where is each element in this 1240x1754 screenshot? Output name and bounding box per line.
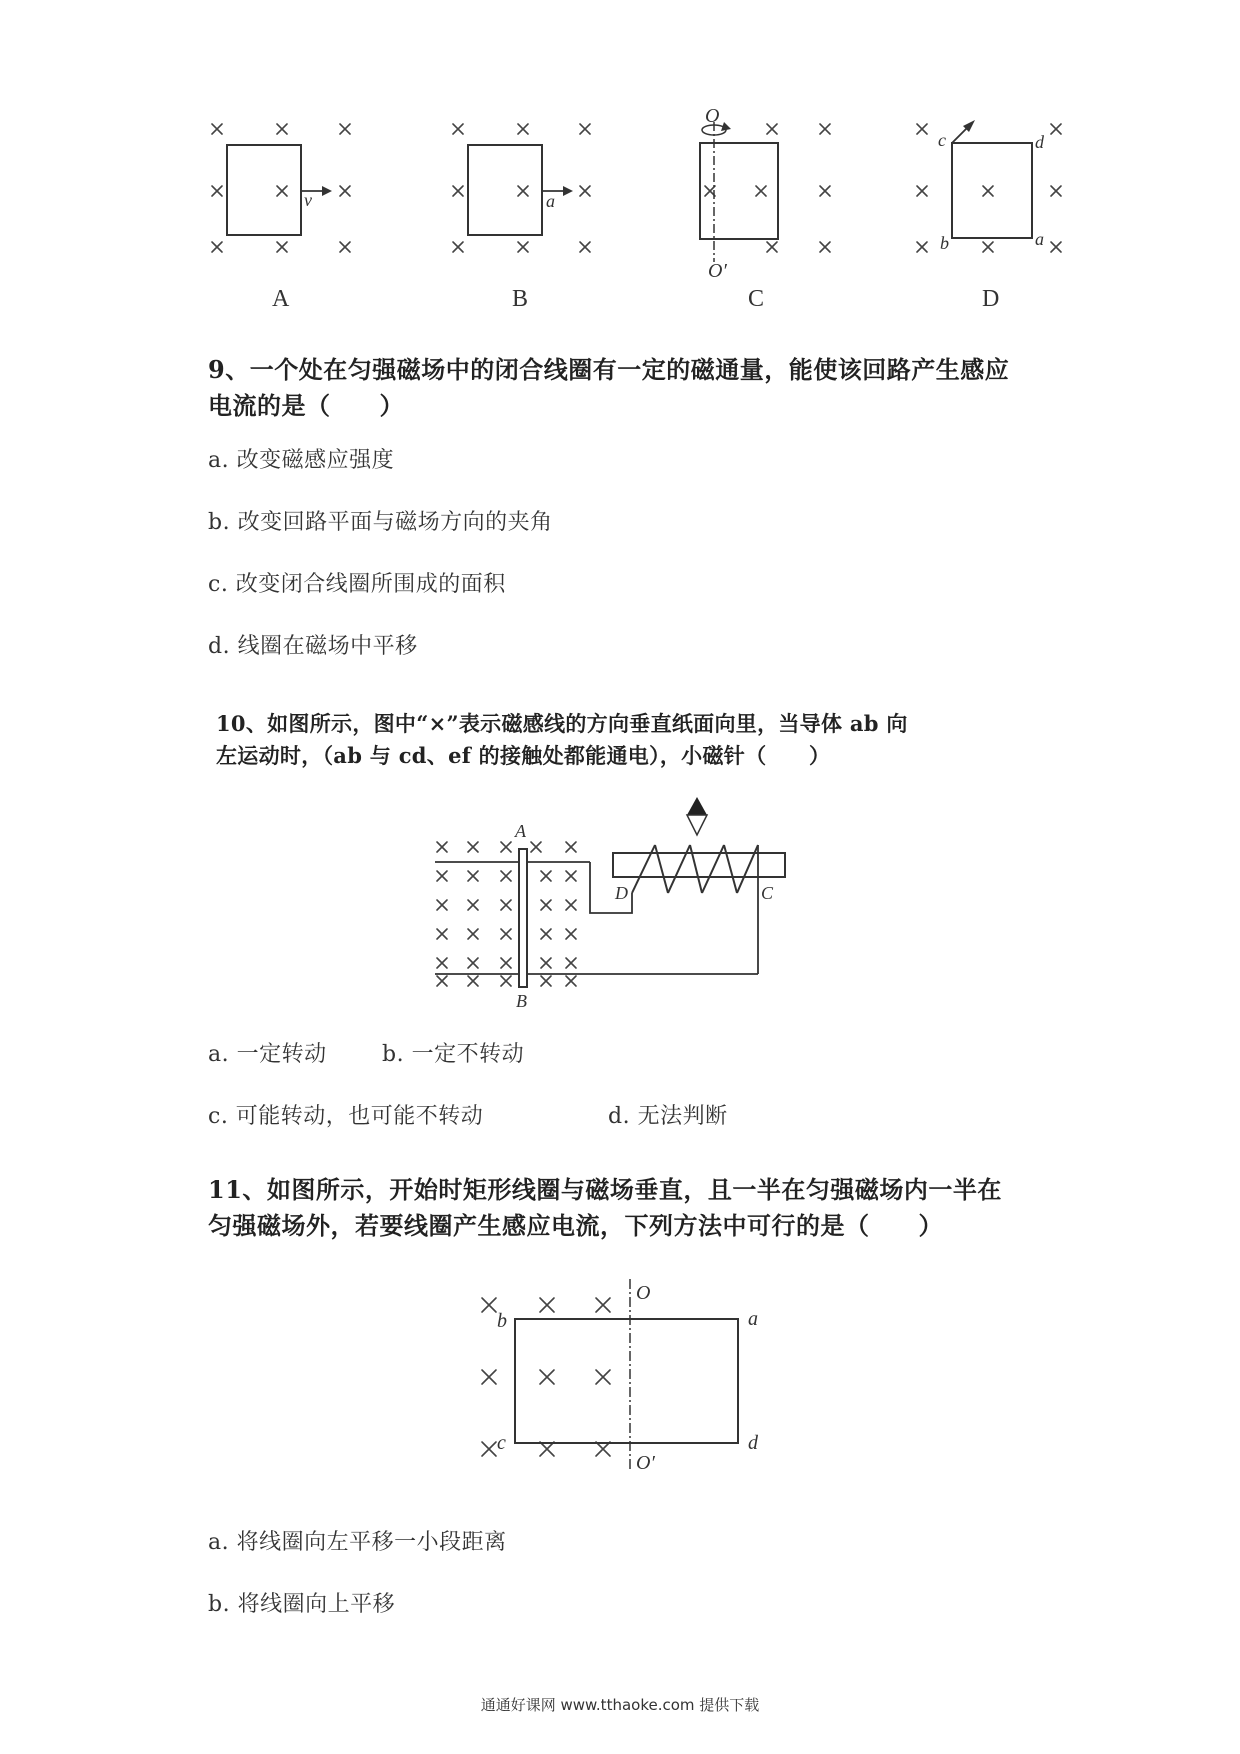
- panel-c: [700, 105, 830, 312]
- panel-a: [212, 124, 350, 312]
- panel-d: [917, 120, 1061, 312]
- panel-c-label: C: [748, 286, 765, 312]
- q11-figure: [0, 1275, 1240, 1475]
- q9-option-a[interactable]: a. 改变磁感应强度: [208, 448, 395, 473]
- panel-a-label: A: [272, 286, 290, 312]
- q11-label-d: d: [748, 1432, 758, 1454]
- q11-stem: [208, 1172, 1108, 1244]
- q10-stem: [216, 708, 1116, 772]
- q10-option-d[interactable]: d. 无法判断: [608, 1104, 728, 1129]
- q11-stem-line1: 11、如图所示，开始时矩形线圈与磁场垂直，且一半在匀强磁场内一半在: [208, 1175, 1002, 1204]
- q11-option-a[interactable]: a. 将线圈向左平移一小段距离: [208, 1530, 507, 1555]
- figure-options-abcd: [0, 0, 1240, 320]
- svg-text:c: c: [938, 130, 946, 150]
- q10-option-c[interactable]: c. 可能转动，也可能不转动: [208, 1104, 484, 1129]
- svg-text:a: a: [546, 191, 555, 211]
- svg-text:O′: O′: [708, 260, 727, 282]
- q10-compass-needle: [687, 797, 707, 835]
- q10-label-c: C: [761, 883, 774, 903]
- q11-label-o-prime: O′: [636, 1452, 655, 1474]
- q10-stem-line2: 左运动时，（ab 与 cd、ef 的接触处都能通电），小磁针（ ）: [216, 743, 831, 768]
- q10-figure: [0, 795, 1240, 1015]
- q10-option-a[interactable]: a. 一定转动: [208, 1042, 327, 1067]
- q10-field-crosses: [437, 842, 576, 986]
- svg-text:d: d: [1035, 132, 1044, 152]
- panel-b-label: B: [512, 286, 529, 312]
- q9-stem-line1: 9、一个处在匀强磁场中的闭合线圈有一定的磁通量，能使该回路产生感应: [208, 355, 1010, 384]
- q10-solenoid-core: [613, 853, 785, 877]
- q10-label-a: A: [515, 821, 526, 841]
- page-footer: 通通好课网 www.tthaoke.com 提供下载: [480, 1696, 760, 1714]
- q11-stem-line2: 匀强磁场外，若要线圈产生感应电流，下列方法中可行的是（ ）: [208, 1211, 943, 1240]
- q10-conductor-ab: [519, 849, 527, 987]
- q10-label-b: B: [516, 991, 527, 1011]
- svg-text:b: b: [940, 233, 949, 253]
- q10-stem-line1: 10、如图所示，图中“×”表示磁感线的方向垂直纸面向里，当导体 ab 向: [216, 711, 908, 736]
- q11-option-b[interactable]: b. 将线圈向上平移: [208, 1592, 396, 1617]
- panel-d-label: D: [982, 286, 1000, 312]
- q10-label-d: D: [615, 883, 628, 903]
- q10-option-b[interactable]: b. 一定不转动: [382, 1042, 525, 1067]
- q9-option-c[interactable]: c. 改变闭合线圈所围成的面积: [208, 572, 506, 597]
- q9-option-b[interactable]: b. 改变回路平面与磁场方向的夹角: [208, 510, 553, 535]
- q9-stem-line2: 电流的是（ ）: [208, 391, 404, 420]
- panel-b: [453, 124, 590, 312]
- q11-label-b: b: [497, 1310, 507, 1332]
- q9-stem: [208, 352, 1108, 424]
- q11-label-a: a: [748, 1308, 758, 1330]
- q11-label-o: O: [636, 1282, 651, 1304]
- svg-text:O: O: [705, 105, 720, 127]
- svg-text:v: v: [304, 190, 312, 210]
- q11-label-c: c: [497, 1432, 506, 1454]
- q11-coil: [515, 1319, 738, 1443]
- q9-option-d[interactable]: d. 线圈在磁场中平移: [208, 634, 418, 659]
- svg-text:a: a: [1035, 229, 1044, 249]
